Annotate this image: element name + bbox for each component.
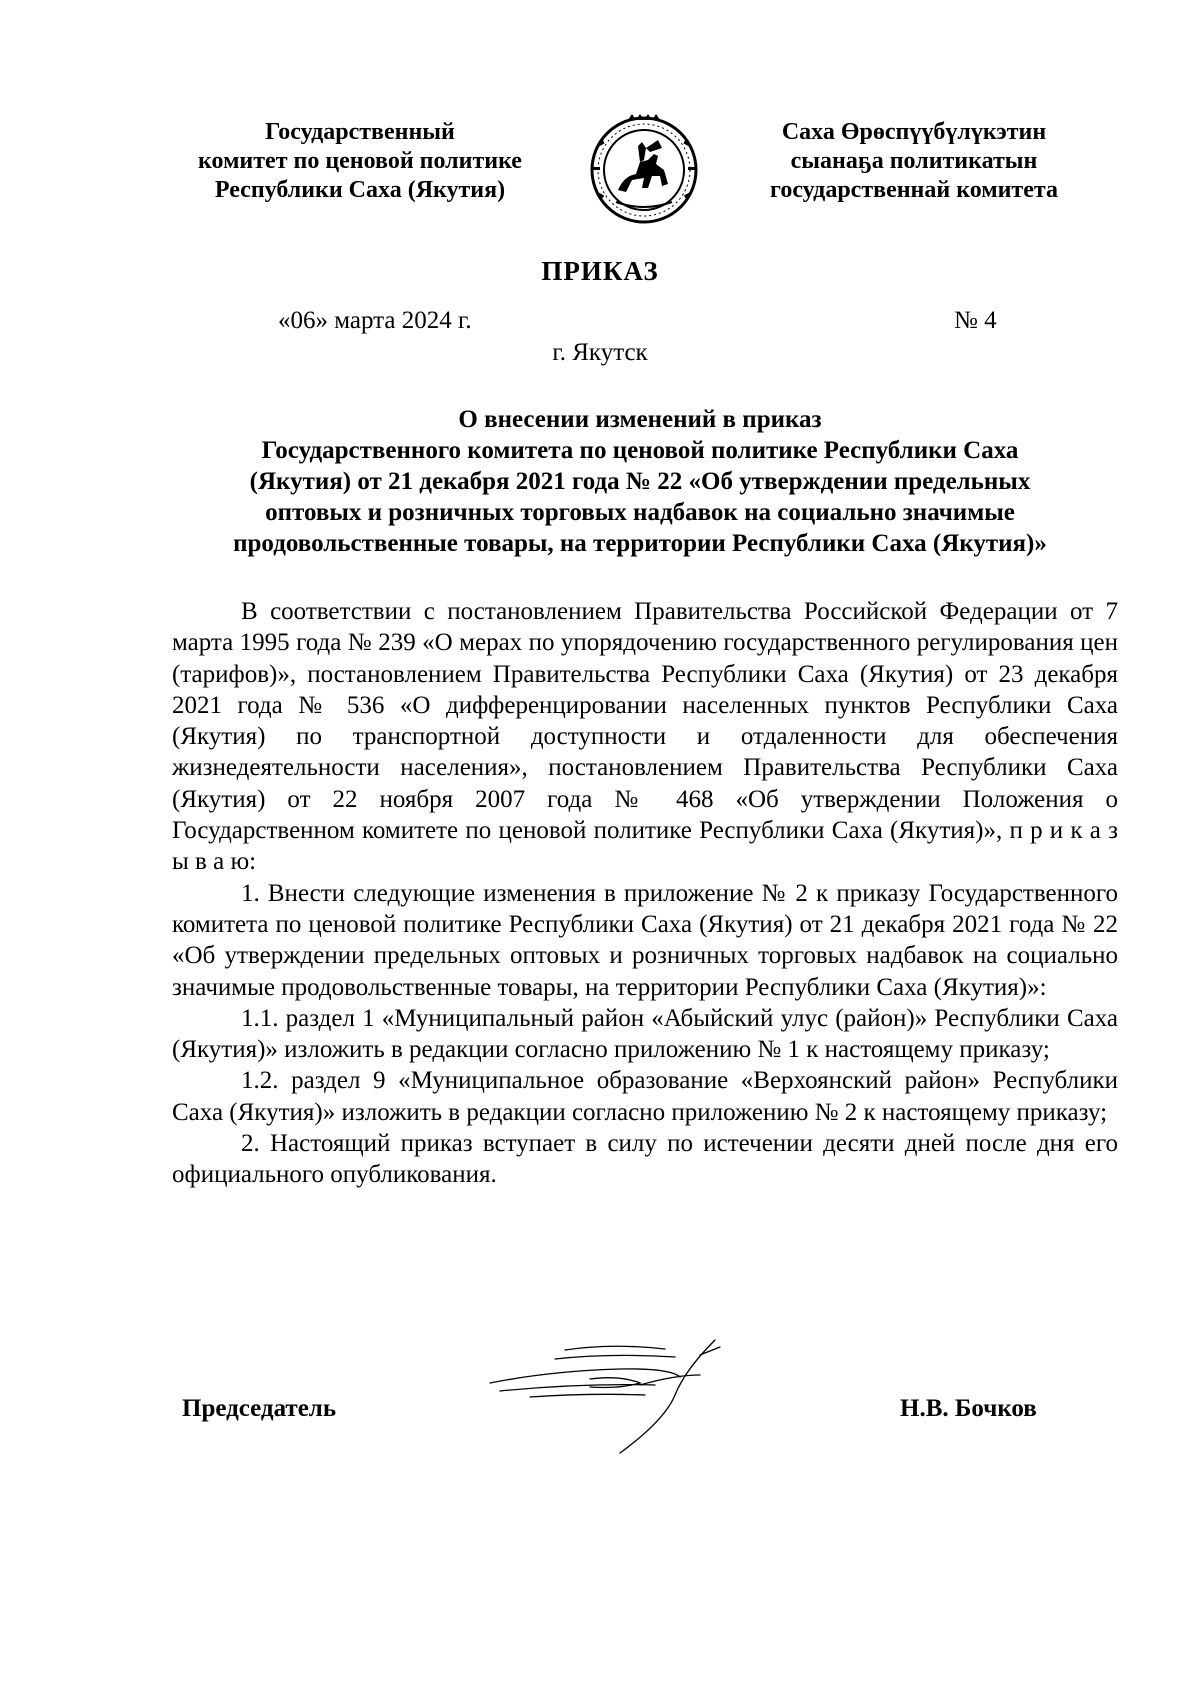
document-body bbox=[172, 596, 1118, 1191]
signatory-title: Председатель bbox=[182, 1395, 337, 1422]
subject-line: оптовых и розничных торговых надбавок на социально значимые bbox=[265, 499, 1015, 526]
body-paragraph-item-1-2: 1.2. раздел 9 «Муниципальное образование «Верхоянский район» Республики Саха (Якутия)» изложить в редакции согласно приложению № 2 к настоящему приказу; bbox=[172, 1067, 1118, 1126]
org-name-yakut bbox=[738, 118, 1090, 205]
subject-line: О внесении изменений в приказ bbox=[458, 406, 822, 433]
republic-emblem-icon bbox=[588, 112, 700, 224]
org-line: сыанаҕа политикатын bbox=[790, 148, 1038, 174]
signatory-name: Н.В. Бочков bbox=[900, 1395, 1037, 1422]
body-paragraph-item-2: 2. Настоящий приказ вступает в силу по истечении десяти дней после дня его официального опубликования. bbox=[172, 1130, 1118, 1189]
document-number: № 4 bbox=[954, 307, 997, 334]
subject-line: (Якутия) от 21 декабря 2021 года № 22 «Об утверждении предельных bbox=[249, 468, 1031, 495]
org-line: комитет по ценовой политике bbox=[198, 148, 522, 174]
org-line: Саха Өрөспүүбүлүкэтин bbox=[781, 119, 1047, 145]
body-paragraph-item-1-1: 1.1. раздел 1 «Муниципальный район «Абыйский улус (район)» Республики Саха (Якутия)» изложить в редакции согласно приложению № 1 к настоящему приказу; bbox=[172, 1004, 1118, 1064]
org-name-russian bbox=[180, 118, 540, 205]
document-subject bbox=[160, 404, 1120, 559]
document-date: «06» марта 2024 г. bbox=[278, 307, 472, 334]
subject-line: Государственного комитета по ценовой политике Республики Саха bbox=[261, 437, 1019, 464]
org-line: Республики Саха (Якутия) bbox=[214, 177, 506, 203]
subject-line: продовольственные товары, на территории Республики Саха (Якутия)» bbox=[233, 530, 1047, 557]
handwritten-signature bbox=[470, 1335, 790, 1455]
org-line: Государственный bbox=[265, 119, 455, 145]
org-line: государственнай комитета bbox=[770, 177, 1058, 203]
body-paragraph-item-1: 1. Внести следующие изменения в приложение № 2 к приказу Государственного комитета по ценовой политике Республики Саха (Якутия) от 21 декабря 2021 года № 22 «Об утверждении предельных оптовых и розничных торговых надбавок на социально значимые продовольственные товары, на территории Республики Саха (Якутия)»: bbox=[172, 879, 1118, 1001]
document-title: ПРИКАЗ bbox=[541, 256, 659, 286]
body-paragraph-preamble: В соответствии с постановлением Правительства Российской Федерации от 7 марта 1995 года № 239 «О мерах по упорядочению государственного регулирования цен (тарифов)», постановлением Правительства Республики Саха (Якутия) от 23 декабря 2021 года № 536 «О дифференцировании населенных пунктов Республики Саха (Якутия) по транспортной доступности и отдаленности для обеспечения жизнедеятельности населения», постановлением Правительства Республики Саха (Якутия) от 22 ноября 2007 года № 468 «Об утверждении Положения о Государственном комитете по ценовой политике Республики Саха (Якутия)», п р и к а з ы в а ю: bbox=[172, 598, 1118, 876]
document-city: г. Якутск bbox=[552, 339, 648, 366]
